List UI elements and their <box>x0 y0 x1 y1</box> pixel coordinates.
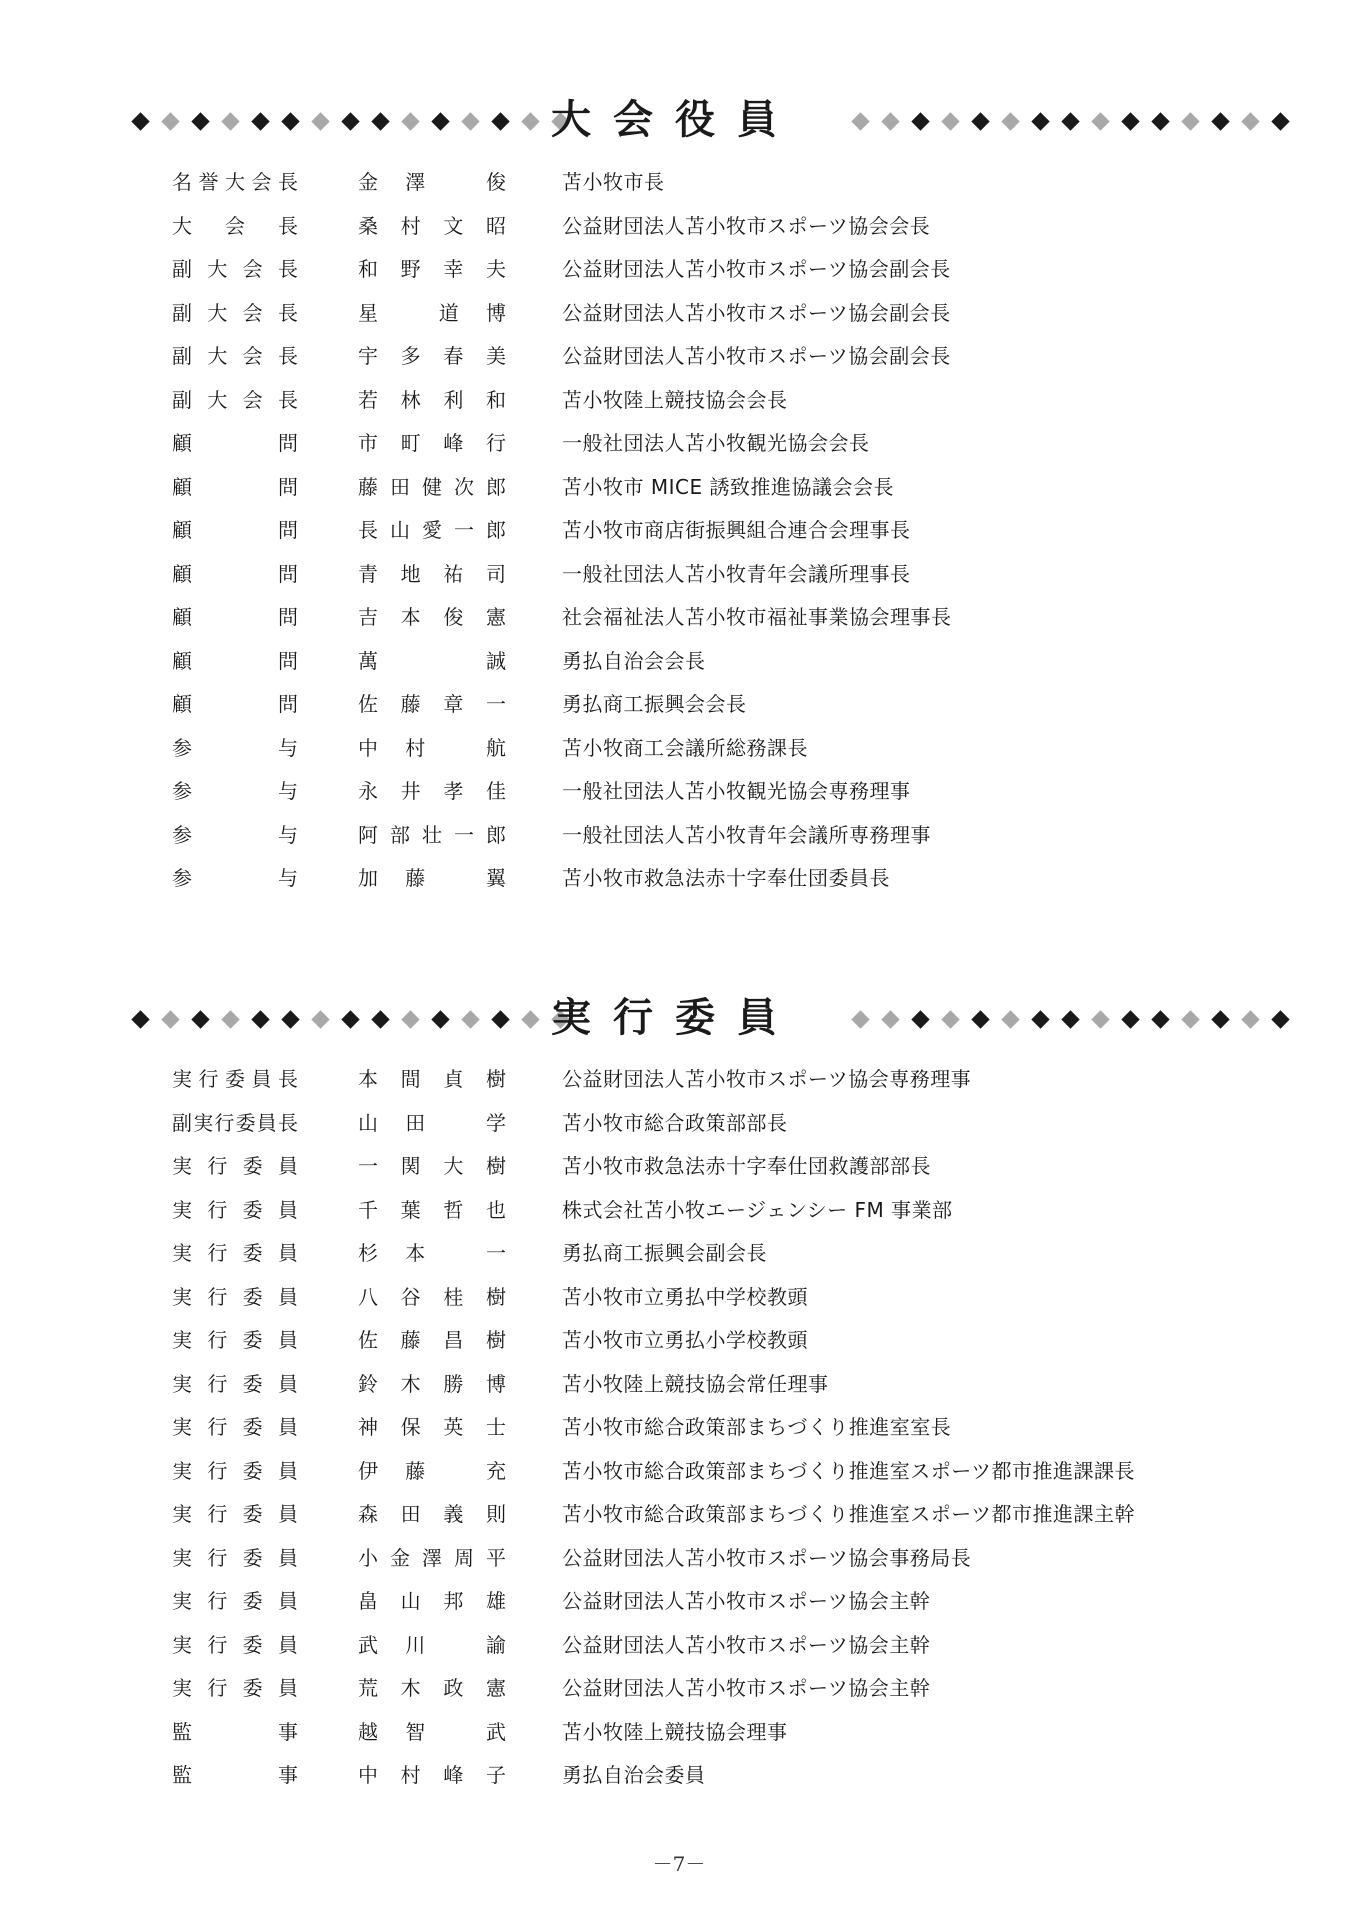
member-affiliation: 公益財団法人苫小牧市スポーツ協会主幹 <box>562 1676 931 1700</box>
diamond-ornament <box>431 1010 449 1028</box>
diamond-border-left <box>128 112 573 128</box>
member-row <box>0 1149 1358 1183</box>
member-role: 副 大 会 長 <box>172 300 298 325</box>
member-affiliation: 勇払商工振興会副会長 <box>562 1241 767 1265</box>
diamond-border-right <box>848 112 1293 128</box>
diamond-ornament <box>341 112 359 130</box>
member-role: 顧 問 <box>172 474 298 499</box>
diamond-ornament <box>1001 1010 1019 1028</box>
member-row <box>0 1541 1358 1575</box>
member-role: 実 行 委 員 長 <box>172 1067 298 1091</box>
member-role: 参 与 <box>172 866 298 890</box>
diamond-ornament <box>1001 112 1019 130</box>
diamond-ornament <box>161 1010 179 1028</box>
member-name: 金 澤 俊 <box>358 170 506 194</box>
diamond-ornament <box>401 112 419 130</box>
member-role: 顧 問 <box>172 605 298 629</box>
member-role: 監 事 <box>172 1719 298 1744</box>
member-row <box>0 252 1358 286</box>
member-row <box>0 1454 1358 1488</box>
diamond-ornament <box>881 112 899 130</box>
member-row <box>0 1584 1358 1618</box>
member-name: 長 山 愛 一 郎 <box>358 518 506 542</box>
member-affiliation: 苫小牧陸上競技協会会長 <box>562 387 788 412</box>
member-role: 実 行 委 員 <box>172 1154 298 1178</box>
member-affiliation: 公益財団法人苫小牧市スポーツ協会副会長 <box>562 257 951 281</box>
member-role: 実 行 委 員 <box>172 1589 298 1613</box>
member-name: 佐 藤 昌 樹 <box>358 1328 506 1352</box>
member-row <box>0 513 1358 547</box>
member-name: 中 村 峰 子 <box>358 1763 506 1787</box>
member-role: 実 行 委 員 <box>172 1632 298 1657</box>
section-header-officers <box>0 92 1358 152</box>
member-row <box>0 557 1358 591</box>
diamond-ornament <box>371 112 389 130</box>
member-affiliation: 苫小牧市 MICE 誘致推進協議会会長 <box>562 474 894 499</box>
member-name: 鈴 木 勝 博 <box>358 1371 506 1396</box>
diamond-ornament <box>491 112 509 130</box>
member-affiliation: 苫小牧陸上競技協会常任理事 <box>562 1371 829 1396</box>
member-affiliation: 一般社団法人苫小牧観光協会専務理事 <box>562 779 911 803</box>
member-row <box>0 818 1358 852</box>
member-affiliation: 苫小牧市長 <box>562 170 665 194</box>
member-name: 八 谷 桂 樹 <box>358 1284 506 1309</box>
diamond-ornament <box>251 1010 269 1028</box>
member-affiliation: 一般社団法人苫小牧青年会議所理事長 <box>562 561 911 586</box>
member-name: 桑 村 文 昭 <box>358 213 506 238</box>
diamond-ornament <box>1241 1010 1259 1028</box>
diamond-ornament <box>1091 112 1109 130</box>
member-role: 副 実 行 委 員 長 <box>172 1110 298 1135</box>
member-role: 顧 問 <box>172 561 298 586</box>
member-name: 小 金 澤 周 平 <box>358 1545 506 1570</box>
diamond-ornament <box>881 1010 899 1028</box>
member-name: 青 地 祐 司 <box>358 561 506 586</box>
member-row <box>0 1410 1358 1444</box>
diamond-ornament <box>941 112 959 130</box>
member-name: 千 葉 哲 也 <box>358 1197 506 1222</box>
member-name: 若 林 利 和 <box>358 387 506 412</box>
member-affiliation: 公益財団法人苫小牧市スポーツ協会主幹 <box>562 1632 931 1657</box>
member-name: 越 智 武 <box>358 1719 506 1744</box>
member-name: 中 村 航 <box>358 735 506 760</box>
diamond-ornament <box>1031 112 1049 130</box>
member-role: 参 与 <box>172 779 298 803</box>
member-role: 実 行 委 員 <box>172 1458 298 1483</box>
member-affiliation: 株式会社苫小牧エージェンシー FM 事業部 <box>562 1197 953 1222</box>
member-row <box>0 339 1358 373</box>
diamond-ornament <box>1091 1010 1109 1028</box>
member-affiliation: 公益財団法人苫小牧市スポーツ協会副会長 <box>562 344 951 368</box>
member-affiliation: 一般社団法人苫小牧青年会議所専務理事 <box>562 822 931 847</box>
member-name: 森 田 義 則 <box>358 1502 506 1526</box>
diamond-ornament <box>191 1010 209 1028</box>
diamond-ornament <box>161 112 179 130</box>
page-number: －7－ <box>652 1852 706 1876</box>
member-affiliation: 苫小牧市救急法赤十字奉仕団委員長 <box>562 866 890 890</box>
member-name: 吉 本 俊 憲 <box>358 605 506 629</box>
member-row <box>0 165 1358 199</box>
diamond-ornament <box>191 112 209 130</box>
member-affiliation: 公益財団法人苫小牧市スポーツ協会専務理事 <box>562 1067 972 1091</box>
diamond-ornament <box>251 112 269 130</box>
diamond-ornament <box>1151 1010 1169 1028</box>
diamond-ornament <box>1211 1010 1229 1028</box>
diamond-ornament <box>1181 1010 1199 1028</box>
member-row <box>0 1106 1358 1140</box>
member-role: 実 行 委 員 <box>172 1284 298 1309</box>
diamond-ornament <box>911 112 929 130</box>
member-role: 名 誉 大 会 長 <box>172 170 298 194</box>
member-name: 阿 部 壮 一 郎 <box>358 822 506 847</box>
diamond-ornament <box>1181 112 1199 130</box>
member-name: 杉 本 一 <box>358 1241 506 1265</box>
diamond-ornament <box>461 1010 479 1028</box>
member-role: 副 大 会 長 <box>172 344 298 368</box>
diamond-ornament <box>941 1010 959 1028</box>
diamond-ornament <box>1061 112 1079 130</box>
member-affiliation: 社会福祉法人苫小牧市福祉事業協会理事長 <box>562 605 952 629</box>
member-affiliation: 苫小牧商工会議所総務課長 <box>562 735 808 760</box>
member-name: 武 川 諭 <box>358 1632 506 1657</box>
member-name: 本 間 貞 樹 <box>358 1067 506 1091</box>
member-role: 実 行 委 員 <box>172 1676 298 1700</box>
diamond-ornament <box>851 112 869 130</box>
member-row <box>0 1236 1358 1270</box>
diamond-ornament <box>491 1010 509 1028</box>
member-name: 佐 藤 章 一 <box>358 692 506 716</box>
diamond-ornament <box>1211 112 1229 130</box>
member-row <box>0 383 1358 417</box>
member-role: 実 行 委 員 <box>172 1328 298 1352</box>
member-affiliation: 苫小牧市総合政策部まちづくり推進室スポーツ都市推進課課長 <box>562 1458 1135 1483</box>
diamond-ornament <box>221 112 239 130</box>
member-name: 市 町 峰 行 <box>358 431 506 455</box>
diamond-ornament <box>971 1010 989 1028</box>
diamond-ornament <box>1121 1010 1139 1028</box>
diamond-ornament <box>911 1010 929 1028</box>
diamond-ornament <box>1031 1010 1049 1028</box>
member-row <box>0 1193 1358 1227</box>
diamond-border-right <box>848 1010 1293 1026</box>
diamond-ornament <box>1241 112 1259 130</box>
member-role: 実 行 委 員 <box>172 1415 298 1439</box>
diamond-ornament <box>1151 112 1169 130</box>
member-affiliation: 苫小牧市立勇払中学校教頭 <box>562 1284 808 1309</box>
member-affiliation: 苫小牧陸上競技協会理事 <box>562 1719 788 1744</box>
member-role: 実 行 委 員 <box>172 1502 298 1526</box>
member-name: 伊 藤 充 <box>358 1458 506 1483</box>
member-name: 神 保 英 士 <box>358 1415 506 1439</box>
member-affiliation: 苫小牧市総合政策部部長 <box>562 1110 788 1135</box>
member-row <box>0 644 1358 678</box>
member-affiliation: 苫小牧市総合政策部まちづくり推進室スポーツ都市推進課主幹 <box>562 1502 1135 1526</box>
member-affiliation: 一般社団法人苫小牧観光協会会長 <box>562 431 870 455</box>
diamond-ornament <box>341 1010 359 1028</box>
member-row <box>0 600 1358 634</box>
member-row <box>0 209 1358 243</box>
member-row <box>0 1715 1358 1749</box>
diamond-ornament <box>851 1010 869 1028</box>
member-name: 萬 誠 <box>358 648 506 673</box>
member-affiliation: 公益財団法人苫小牧市スポーツ協会主幹 <box>562 1589 931 1613</box>
member-role: 大 会 長 <box>172 213 298 238</box>
diamond-ornament <box>521 1010 539 1028</box>
diamond-ornament <box>431 112 449 130</box>
member-name: 加 藤 翼 <box>358 866 506 890</box>
diamond-border-left <box>128 1010 573 1026</box>
member-name: 山 田 学 <box>358 1110 506 1135</box>
section-header-committee <box>0 990 1358 1050</box>
member-row <box>0 296 1358 330</box>
member-role: 顧 問 <box>172 692 298 716</box>
member-affiliation: 勇払自治会委員 <box>562 1763 706 1787</box>
member-row <box>0 1758 1358 1792</box>
diamond-ornament <box>971 112 989 130</box>
member-name: 一 関 大 樹 <box>358 1154 506 1178</box>
member-role: 顧 問 <box>172 431 298 455</box>
member-name: 星 道 博 <box>358 300 506 325</box>
member-role: 副 大 会 長 <box>172 257 298 281</box>
diamond-ornament <box>221 1010 239 1028</box>
member-affiliation: 苫小牧市立勇払小学校教頭 <box>562 1328 808 1352</box>
member-role: 監 事 <box>172 1763 298 1787</box>
member-row <box>0 1497 1358 1531</box>
member-affiliation: 苫小牧市総合政策部まちづくり推進室室長 <box>562 1415 952 1439</box>
member-role: 参 与 <box>172 735 298 760</box>
member-affiliation: 苫小牧市救急法赤十字奉仕団救護部部長 <box>562 1154 931 1178</box>
member-name: 和 野 幸 夫 <box>358 257 506 281</box>
member-role: 実 行 委 員 <box>172 1197 298 1222</box>
diamond-ornament <box>1271 1010 1289 1028</box>
member-row <box>0 1280 1358 1314</box>
member-row <box>0 861 1358 895</box>
member-name: 荒 木 政 憲 <box>358 1676 506 1700</box>
member-role: 顧 問 <box>172 648 298 673</box>
diamond-ornament <box>371 1010 389 1028</box>
member-row <box>0 1671 1358 1705</box>
section-title: 実行委員 <box>551 995 799 1041</box>
member-row <box>0 1062 1358 1096</box>
member-row <box>0 1628 1358 1662</box>
member-role: 実 行 委 員 <box>172 1545 298 1570</box>
diamond-ornament <box>281 1010 299 1028</box>
member-row <box>0 687 1358 721</box>
member-name: 永 井 孝 佳 <box>358 779 506 803</box>
member-affiliation: 勇払自治会会長 <box>562 648 706 673</box>
diamond-ornament <box>281 112 299 130</box>
diamond-ornament <box>311 1010 329 1028</box>
member-role: 参 与 <box>172 822 298 847</box>
member-row <box>0 426 1358 460</box>
diamond-ornament <box>1121 112 1139 130</box>
diamond-ornament <box>401 1010 419 1028</box>
member-row <box>0 731 1358 765</box>
diamond-ornament <box>1061 1010 1079 1028</box>
member-role: 副 大 会 長 <box>172 387 298 412</box>
member-row <box>0 774 1358 808</box>
diamond-ornament <box>521 112 539 130</box>
diamond-ornament <box>131 112 149 130</box>
member-row <box>0 1323 1358 1357</box>
diamond-ornament <box>131 1010 149 1028</box>
diamond-ornament <box>311 112 329 130</box>
member-row <box>0 470 1358 504</box>
member-affiliation: 公益財団法人苫小牧市スポーツ協会会長 <box>562 213 931 238</box>
member-affiliation: 勇払商工振興会会長 <box>562 692 747 716</box>
member-name: 畠 山 邦 雄 <box>358 1589 506 1613</box>
member-role: 実 行 委 員 <box>172 1371 298 1396</box>
diamond-ornament <box>461 112 479 130</box>
member-name: 藤 田 健 次 郎 <box>358 474 506 499</box>
diamond-ornament <box>1271 112 1289 130</box>
member-affiliation: 公益財団法人苫小牧市スポーツ協会副会長 <box>562 300 951 325</box>
member-role: 実 行 委 員 <box>172 1241 298 1265</box>
member-affiliation: 公益財団法人苫小牧市スポーツ協会事務局長 <box>562 1545 972 1570</box>
member-name: 宇 多 春 美 <box>358 344 506 368</box>
member-row <box>0 1367 1358 1401</box>
section-title: 大会役員 <box>551 97 799 143</box>
member-affiliation: 苫小牧市商店街振興組合連合会理事長 <box>562 518 911 542</box>
member-role: 顧 問 <box>172 518 298 542</box>
